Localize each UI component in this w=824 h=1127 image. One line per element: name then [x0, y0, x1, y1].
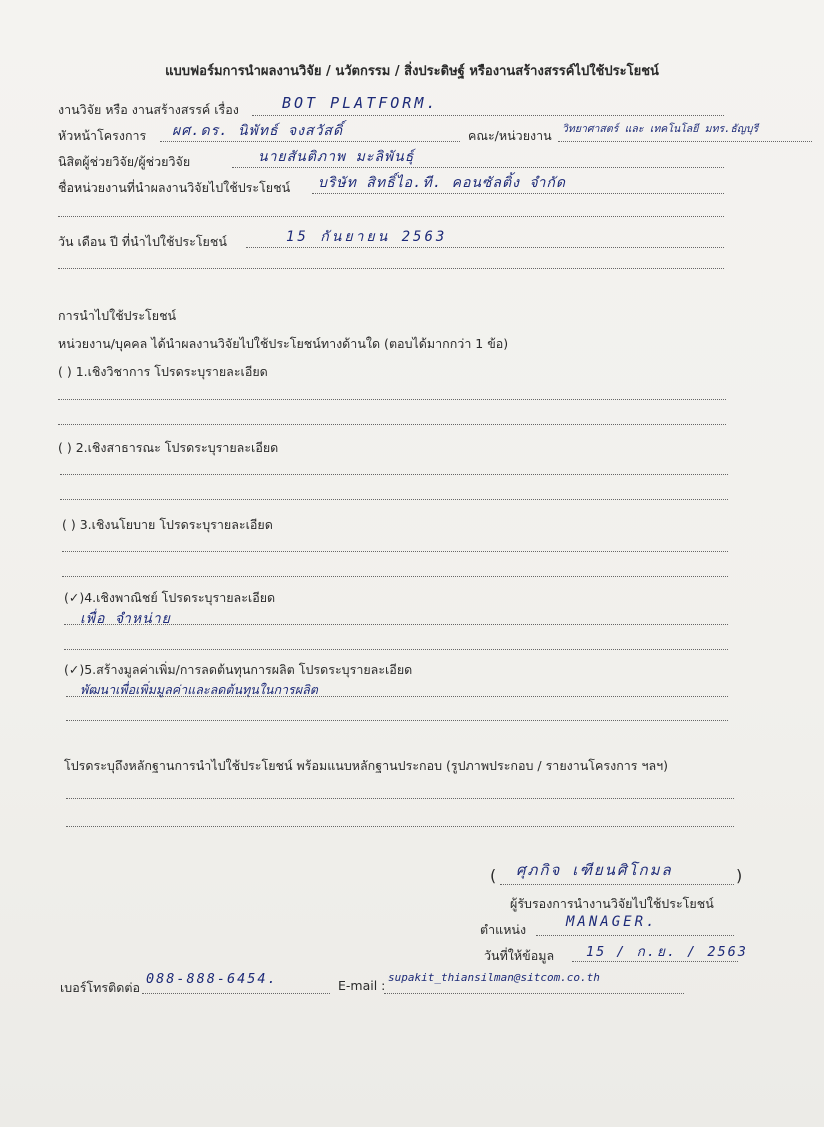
signature-role: ผู้รับรองการนำงานวิจัยไปใช้ประโยชน์ [510, 896, 714, 911]
signature-paren-close: ) [736, 866, 743, 885]
option-academic-line-2 [58, 424, 726, 425]
option-commercial-line-1 [64, 624, 728, 625]
phone-label: เบอร์โทรติดต่อ [60, 980, 140, 995]
option-commercial-detail: เพื่อ จำหน่าย [80, 611, 171, 627]
position-label: ตำแหน่ง [480, 922, 527, 937]
info-date-value: 15 / ก.ย. / 2563 [586, 944, 748, 960]
option-value-added: (✓)5.สร้างมูลค่าเพิ่ม/การลดต้นทุนการผลิต โปรดระบุรายละเอียด [64, 662, 413, 677]
faculty-label: คณะ/หน่วยงาน [468, 128, 552, 143]
date-value: 15 กันยายน 2563 [286, 229, 448, 245]
student-value: นายสันติภาพ มะลิพันธุ์ [258, 149, 415, 165]
research-line [252, 115, 724, 116]
option-public-line-1 [60, 474, 728, 475]
option-commercial: (✓)4.เชิงพาณิชย์ โปรดระบุรายละเอียด [64, 590, 276, 605]
position-line [536, 935, 734, 936]
form-title: แบบฟอร์มการนำผลงานวิจัย / นวัตกรรม / สิ่งประดิษฐ์ หรืองานสร้างสรรค์ไปใช้ประโยชน์ [165, 64, 659, 79]
email-line [384, 993, 684, 994]
agency-label: ชื่อหน่วยงานที่นำผลงานวิจัยไปใช้ประโยชน์ [58, 180, 291, 195]
option-policy: ( ) 3.เชิงนโยบาย โปรดระบุรายละเอียด [62, 517, 273, 532]
email-label: E-mail : [338, 978, 386, 993]
signature-name: ศุภกิจ เฑียนศิโกมล [516, 861, 673, 879]
option-value-added-line-1 [66, 696, 728, 697]
option-academic-line-1 [58, 399, 726, 400]
student-label: นิสิตผู้ช่วยวิจัย/ผู้ช่วยวิจัย [58, 154, 191, 169]
option-public-line-2 [60, 499, 728, 500]
agency-line-2 [58, 216, 724, 217]
evidence-line-1 [66, 798, 734, 799]
usage-question: หน่วยงาน/บุคคล ได้นำผลงานวิจัยไปใช้ประโยชน์ทางด้านใด (ตอบได้มากกว่า 1 ข้อ) [58, 336, 509, 351]
faculty-value: วิทยาศาสตร์ และ เทคโนโลยี มทร.ธัญบุรี [562, 123, 759, 135]
option-policy-line-1 [62, 551, 728, 552]
phone-line [142, 993, 330, 994]
head-value: ผศ.ดร. นิพัทธ์ จงสวัสดิ์ [172, 123, 344, 139]
faculty-line [558, 141, 812, 142]
research-label: งานวิจัย หรือ งานสร้างสรรค์ เรื่อง [58, 102, 239, 117]
position-value: MANAGER. [566, 914, 658, 930]
info-date-label: วันที่ให้ข้อมูล [484, 948, 555, 963]
phone-value: 088-888-6454. [146, 971, 278, 987]
option-policy-line-2 [62, 576, 728, 577]
option-academic: ( ) 1.เชิงวิชาการ โปรดระบุรายละเอียด [58, 364, 268, 379]
option-value-added-detail: พัฒนาเพื่อเพิ่มมูลค่าและลดต้นทุนในการผลิต [80, 682, 318, 697]
evidence-label: โปรดระบุถึงหลักฐานการนำไปใช้ประโยชน์ พร้อมแนบหลักฐานประกอบ (รูปภาพประกอบ / รายงานโครงการ ฯลฯ) [64, 758, 669, 773]
option-commercial-line-2 [64, 649, 728, 650]
signature-line [500, 884, 734, 885]
usage-heading: การนำไปใช้ประโยชน์ [58, 308, 177, 323]
research-value: BOT PLATFORM. [282, 94, 439, 112]
date-line-2 [58, 268, 724, 269]
evidence-line-2 [66, 826, 734, 827]
option-value-added-line-2 [66, 720, 728, 721]
head-label: หัวหน้าโครงการ [58, 128, 147, 143]
email-value: supakit_thiansilman@sitcom.co.th [388, 971, 600, 984]
agency-value: บริษัท สิทธิ์ไอ.ที. คอนซัลติ้ง จำกัด [318, 175, 566, 191]
option-public: ( ) 2.เชิงสาธารณะ โปรดระบุรายละเอียด [58, 440, 279, 455]
signature-paren-open: ( [490, 866, 497, 885]
date-label: วัน เดือน ปี ที่นำไปใช้ประโยชน์ [58, 234, 227, 249]
